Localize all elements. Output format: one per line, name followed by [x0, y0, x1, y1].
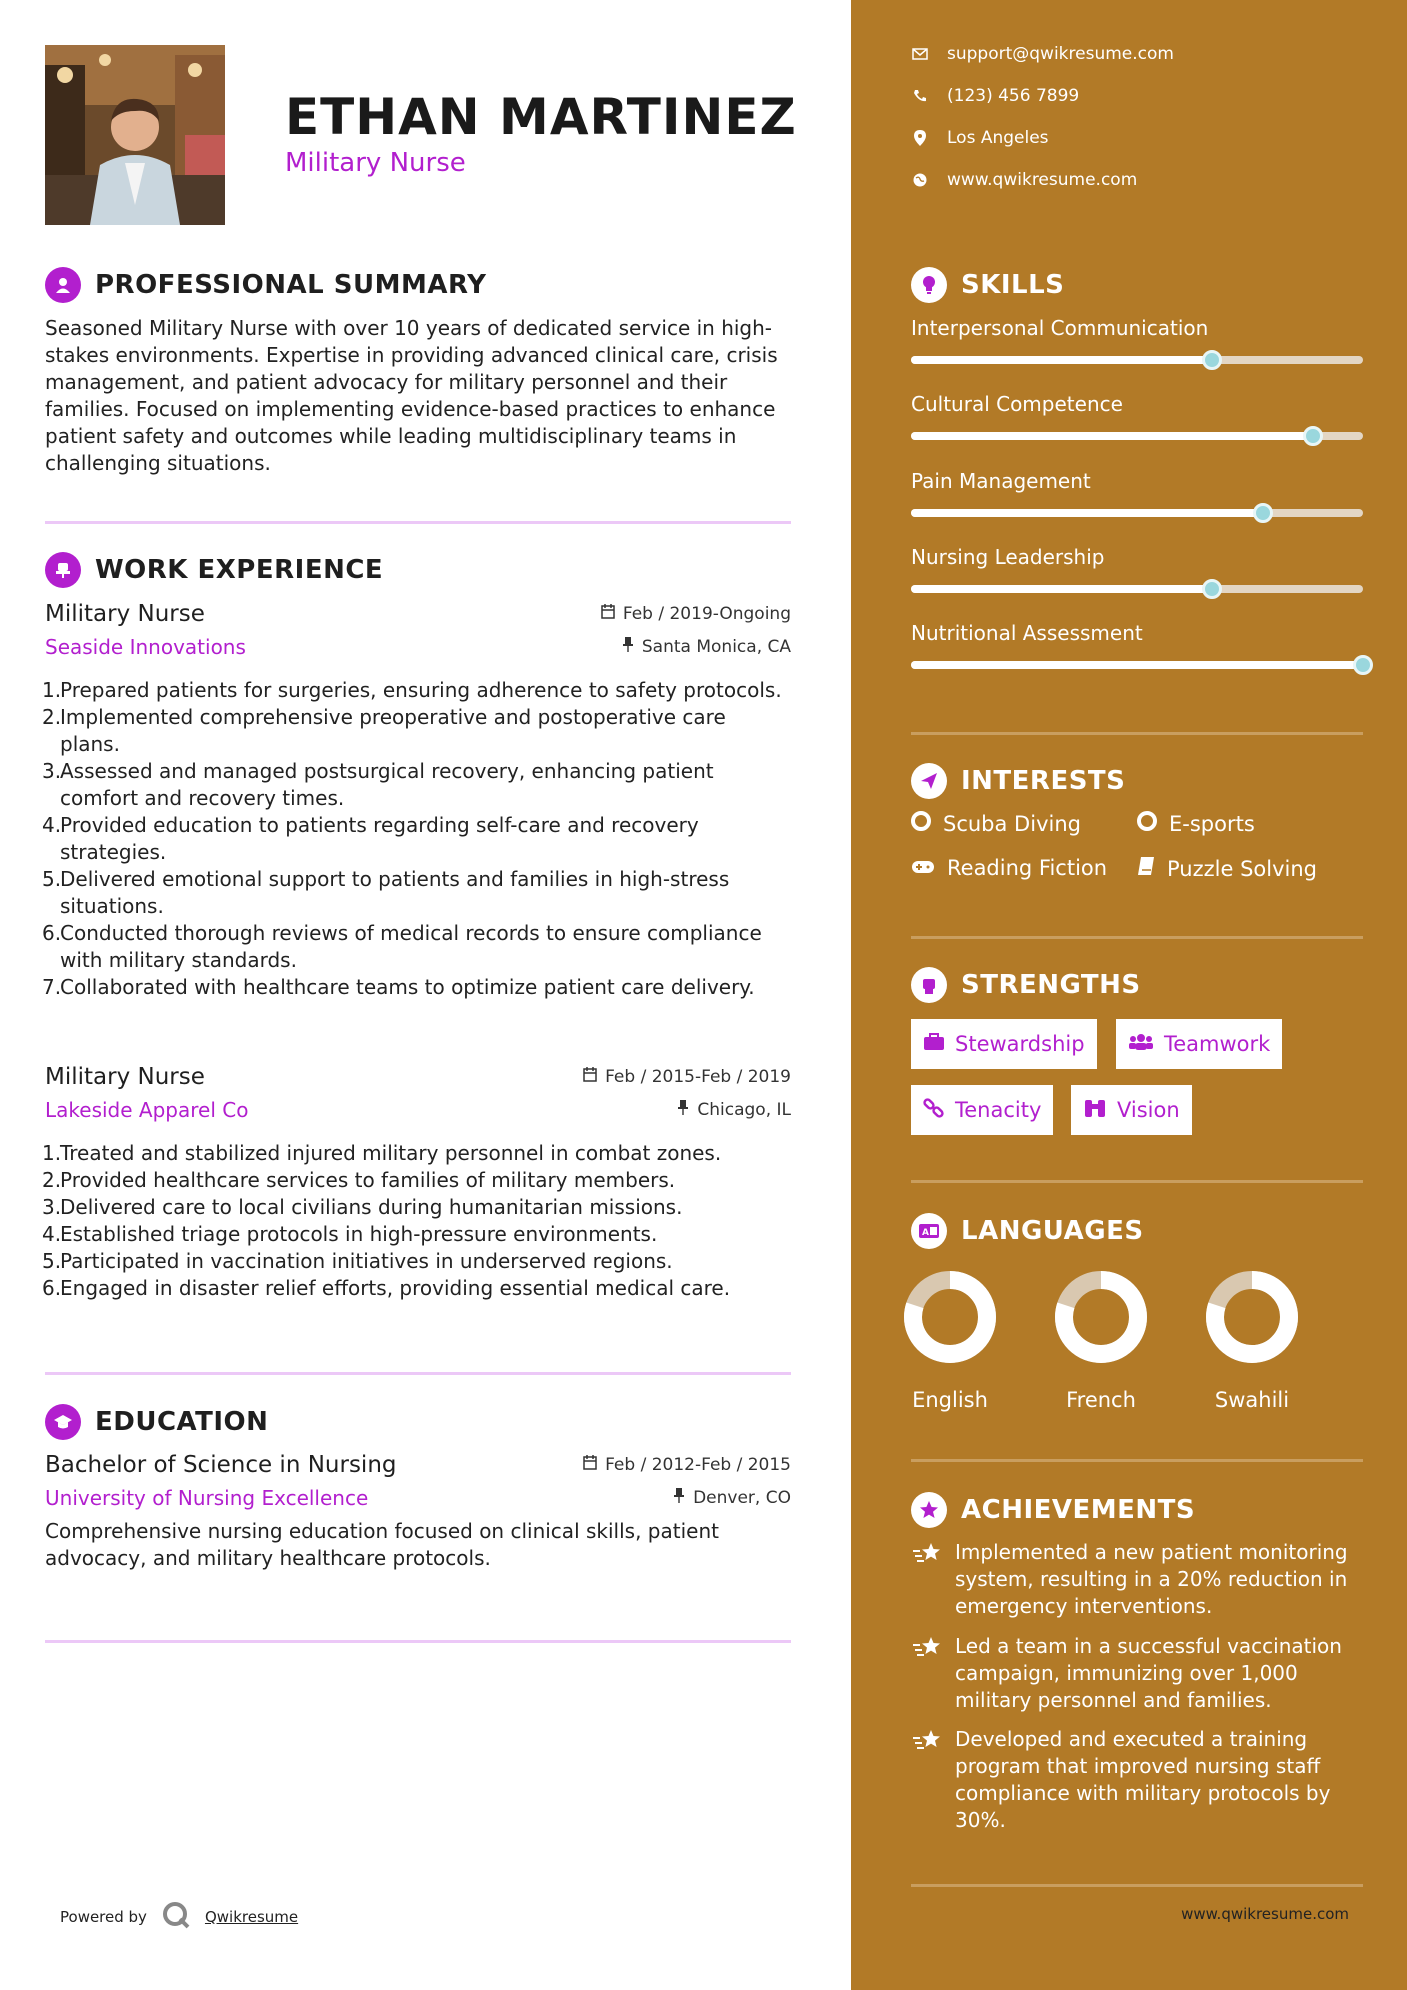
- job-location: [622, 637, 791, 657]
- achievement-text: Developed and executed a training program that improved nursing staff compliance with military protocols by 30%.: [955, 1727, 1331, 1832]
- languages-section-header: [911, 1213, 1144, 1249]
- section-divider: [911, 1459, 1363, 1462]
- skill-bar: [911, 661, 1363, 669]
- powered-by-label: Powered by: [60, 1908, 147, 1926]
- education-entry: [45, 1452, 791, 1572]
- skill-name: Interpersonal Communication: [911, 316, 1209, 340]
- job-location: [677, 1100, 791, 1120]
- skill-bar: [911, 585, 1363, 593]
- calendar-icon: [583, 1067, 597, 1087]
- job-title: Military Nurse: [45, 1064, 205, 1090]
- calendar-icon: [601, 604, 615, 624]
- language-item: [1197, 1262, 1307, 1412]
- svg-text:A: A: [922, 1228, 929, 1238]
- interests-section-header: [911, 763, 1125, 799]
- skill-bar-fill: [911, 509, 1263, 517]
- briefcase-icon: [923, 1032, 945, 1056]
- lightbulb-icon: [911, 267, 947, 303]
- job-company: Lakeside Apparel Co: [45, 1098, 249, 1122]
- achievement-item: [911, 1539, 1363, 1620]
- sidebar: [851, 0, 1407, 1990]
- skill-bar-fill: [911, 356, 1212, 364]
- strength-badge: [1116, 1019, 1282, 1069]
- calendar-icon: [583, 1455, 597, 1475]
- phone-text[interactable]: (123) 456 7899: [947, 86, 1080, 106]
- users-icon: [1128, 1032, 1154, 1056]
- language-name: French: [1066, 1388, 1136, 1412]
- skill-knob: [1303, 426, 1323, 446]
- skill-knob: [1202, 350, 1222, 370]
- list-item: 6. Engaged in disaster relief efforts, providing essential medical care.: [42, 1276, 731, 1300]
- envelope-icon: [911, 48, 929, 60]
- profile-photo: [45, 45, 225, 225]
- achievement-text: Led a team in a successful vaccination campaign, immunizing over 1,000 military personnel and families.: [955, 1634, 1342, 1712]
- strength-label: Vision: [1117, 1098, 1180, 1122]
- list-item: 2. Implemented comprehensive preoperative and postoperative care plans.: [42, 705, 726, 756]
- education-dates-text: Feb / 2012-Feb / 2015: [605, 1455, 791, 1475]
- language-level-ring: [1046, 1262, 1156, 1372]
- education-section-header: [45, 1404, 268, 1440]
- website-text[interactable]: www.qwikresume.com: [947, 170, 1138, 190]
- strengths-section-header: [911, 967, 1141, 1003]
- user-icon: [45, 267, 81, 303]
- skills-section-header: [911, 267, 1064, 303]
- fist-icon: [911, 967, 947, 1003]
- qwikresume-logo-icon: [161, 1900, 191, 1934]
- job-dates-text: Feb / 2015-Feb / 2019: [605, 1067, 791, 1087]
- job-dates: [601, 604, 791, 624]
- job-location-text: Chicago, IL: [697, 1100, 791, 1120]
- list-item: 2. Provided healthcare services to families of military members.: [42, 1168, 676, 1192]
- section-divider: [911, 936, 1363, 939]
- list-item: 1. Prepared patients for surgeries, ensuring adherence to safety protocols.: [42, 678, 782, 702]
- skill-item: [911, 545, 1363, 593]
- education-dates: [583, 1455, 791, 1475]
- interest-label: Puzzle Solving: [1167, 856, 1317, 881]
- list-item: 3. Delivered care to local civilians during humanitarian missions.: [42, 1195, 683, 1219]
- powered-by: [60, 1900, 298, 1934]
- list-item: 5. Delivered emotional support to patients and families in high-stress situations.: [42, 867, 730, 918]
- job-dates: [583, 1067, 791, 1087]
- summary-text: Seasoned Military Nurse with over 10 years of dedicated service in high-stakes environments. Expertise in providing advanced clinical care, crisis management, and patient advocacy for military personnel and their families. Focused on implementing evidence-based practices to enhance patient safety and outcomes while leading multidisciplinary teams in challenging situations.: [45, 316, 778, 475]
- interest-label: Scuba Diving: [943, 811, 1081, 836]
- binoculars-icon: [1083, 1098, 1107, 1123]
- location-text: Los Angeles: [947, 128, 1049, 148]
- strength-label: Stewardship: [955, 1032, 1085, 1056]
- skill-knob: [1253, 503, 1273, 523]
- school-name: University of Nursing Excellence: [45, 1486, 369, 1510]
- graduation-cap-icon: [45, 1404, 81, 1440]
- paper-plane-icon: [911, 763, 947, 799]
- interest-item: [1137, 856, 1317, 881]
- candidate-title: Military Nurse: [285, 148, 466, 178]
- section-divider: [45, 1372, 791, 1375]
- achievement-text: Implemented a new patient monitoring system, resulting in a 20% reduction in emergency interventions.: [955, 1540, 1348, 1618]
- list-item: 3. Assessed and managed postsurgical recovery, enhancing patient comfort and recovery times.: [42, 759, 714, 810]
- pin-icon: [673, 1488, 685, 1508]
- map-pin-icon: [911, 130, 929, 146]
- interest-label: Reading Fiction: [947, 856, 1108, 880]
- achievement-item: [911, 1633, 1363, 1714]
- contact-phone: [911, 86, 1079, 106]
- list-item: 4. Provided education to patients regarding self-care and recovery strategies.: [42, 813, 699, 864]
- strength-label: Tenacity: [955, 1098, 1042, 1122]
- star-badge-icon: [911, 1492, 947, 1528]
- section-divider: [911, 1180, 1363, 1183]
- strength-badge: [911, 1019, 1097, 1069]
- skill-item: [911, 316, 1363, 364]
- section-divider: [45, 1640, 791, 1643]
- gamepad-icon: [911, 856, 935, 880]
- language-name: English: [912, 1388, 988, 1412]
- job-duties: [42, 1140, 791, 1302]
- language-icon: [911, 1213, 947, 1249]
- contact-email: [911, 44, 1174, 64]
- contact-website: [911, 170, 1137, 190]
- job-company: Seaside Innovations: [45, 635, 246, 659]
- interest-label: E-sports: [1169, 811, 1255, 836]
- job-duties: [42, 677, 791, 1001]
- language-item: [895, 1262, 1005, 1412]
- section-divider: [45, 521, 791, 524]
- interest-item: [911, 811, 1081, 836]
- skill-bar: [911, 432, 1363, 440]
- education-heading: EDUCATION: [95, 1407, 269, 1437]
- shooting-star-icon: [911, 1633, 943, 1714]
- lifebuoy-icon: [1137, 811, 1157, 836]
- globe-icon: [911, 173, 929, 187]
- skill-bar-fill: [911, 585, 1212, 593]
- pin-icon: [622, 637, 634, 657]
- language-level-ring: [895, 1262, 1005, 1372]
- interests-heading: INTERESTS: [961, 766, 1126, 796]
- strengths-heading: STRENGTHS: [961, 970, 1141, 1000]
- candidate-name: ETHAN MARTINEZ: [285, 88, 797, 146]
- book-icon: [1137, 856, 1155, 881]
- skill-bar-fill: [911, 432, 1313, 440]
- skills-heading: SKILLS: [961, 270, 1065, 300]
- section-divider: [911, 1884, 1363, 1887]
- strength-badge: [911, 1085, 1053, 1135]
- strength-badge: [1071, 1085, 1192, 1135]
- achievement-item: [911, 1726, 1363, 1834]
- strength-label: Teamwork: [1164, 1032, 1271, 1056]
- languages-heading: LANGUAGES: [961, 1216, 1144, 1246]
- language-item: [1046, 1262, 1156, 1412]
- contact-location: [911, 128, 1049, 148]
- skill-item: [911, 392, 1363, 440]
- job-dates-text: Feb / 2019-Ongoing: [622, 604, 791, 624]
- list-item: 4. Established triage protocols in high-pressure environments.: [42, 1222, 658, 1246]
- briefcase-chair-icon: [45, 552, 81, 588]
- skill-knob: [1202, 579, 1222, 599]
- pin-icon: [677, 1100, 689, 1120]
- achievements-heading: ACHIEVEMENTS: [961, 1495, 1196, 1525]
- education-location-text: Denver, CO: [693, 1488, 791, 1508]
- shooting-star-icon: [911, 1539, 943, 1620]
- skill-bar: [911, 356, 1363, 364]
- achievements-section-header: [911, 1492, 1195, 1528]
- job-entry: [42, 601, 791, 1001]
- lifebuoy-icon: [911, 811, 931, 836]
- summary-section-header: [45, 267, 486, 303]
- list-item: 1. Treated and stabilized injured military personnel in combat zones.: [42, 1141, 722, 1165]
- education-description: Comprehensive nursing education focused on clinical skills, patient advocacy, and military healthcare protocols.: [45, 1519, 719, 1570]
- skill-name: Pain Management: [911, 469, 1091, 493]
- footer-website[interactable]: www.qwikresume.com: [1181, 1905, 1349, 1923]
- skill-name: Cultural Competence: [911, 392, 1123, 416]
- education-location: [673, 1488, 791, 1508]
- email-text[interactable]: support@qwikresume.com: [947, 44, 1174, 64]
- experience-section-header: [45, 552, 383, 588]
- section-divider: [911, 732, 1363, 735]
- skill-bar: [911, 509, 1363, 517]
- phone-icon: [911, 89, 929, 103]
- list-item: 5. Participated in vaccination initiatives in underserved regions.: [42, 1249, 673, 1273]
- job-location-text: Santa Monica, CA: [641, 637, 791, 657]
- skill-knob: [1353, 655, 1373, 675]
- skill-name: Nutritional Assessment: [911, 621, 1143, 645]
- language-level-ring: [1197, 1262, 1307, 1372]
- skill-bar-fill: [911, 661, 1363, 669]
- job-title: Military Nurse: [45, 601, 205, 627]
- job-entry: [42, 1064, 791, 1302]
- experience-heading: WORK EXPERIENCE: [95, 555, 384, 585]
- language-name: Swahili: [1214, 1388, 1290, 1412]
- interest-item: [911, 856, 1107, 880]
- skill-name: Nursing Leadership: [911, 545, 1105, 569]
- degree-title: Bachelor of Science in Nursing: [45, 1452, 397, 1478]
- list-item: 6. Conducted thorough reviews of medical records to ensure compliance with military standards.: [42, 921, 762, 972]
- summary-heading: PROFESSIONAL SUMMARY: [95, 270, 487, 300]
- shooting-star-icon: [911, 1726, 943, 1834]
- skill-item: [911, 621, 1363, 669]
- skill-item: [911, 469, 1363, 517]
- list-item: 7. Collaborated with healthcare teams to optimize patient care delivery.: [42, 975, 755, 999]
- link-icon: [923, 1097, 945, 1124]
- qwikresume-link[interactable]: Qwikresume: [204, 1908, 299, 1926]
- interest-item: [1137, 811, 1255, 836]
